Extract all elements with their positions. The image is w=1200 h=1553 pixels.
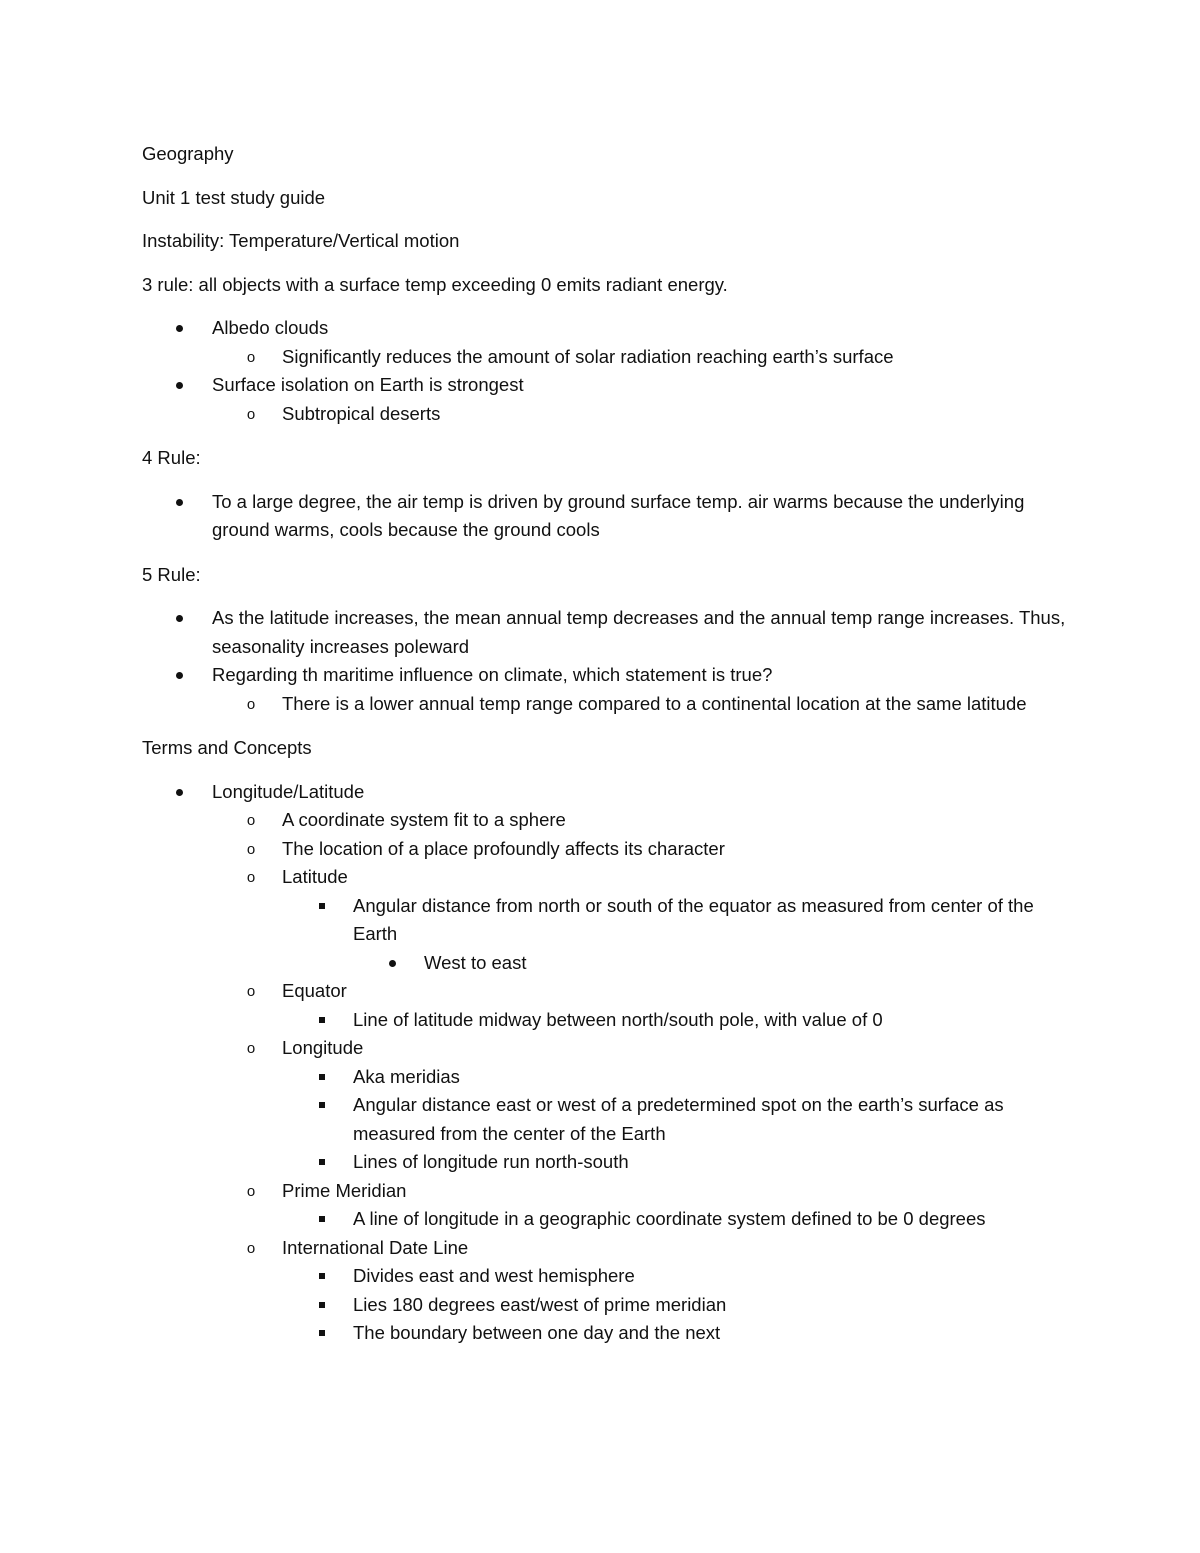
latitude-definition: Angular distance from north or south of the equator as measured from center of the Earth (353, 894, 1034, 944)
rule4-heading: 4 Rule: (142, 447, 201, 468)
bullet-circle-icon: o (246, 840, 256, 858)
instability-line: Instability: Temperature/Vertical motion (142, 230, 460, 251)
date-line-item-divides: Divides east and west hemisphere (353, 1265, 635, 1286)
rule3-heading: 3 rule: all objects with a surface temp exceeding 0 emits radiant energy. (142, 273, 728, 295)
terms-subitem-latitude: o Latitude (142, 863, 1072, 892)
rule5-subitem-annual-range: o There is a lower annual temp range compared to a continental location at the same latitude (142, 690, 1072, 719)
bullet-circle-icon: o (246, 812, 256, 829)
terms-subitem-coordinate: o A coordinate system fit to a sphere (142, 806, 1072, 835)
terms-list (142, 778, 1072, 1348)
date-line-item-180-degrees: Lies 180 degrees east/west of prime meridian (353, 1293, 727, 1315)
bullet-circle-icon: o (246, 405, 256, 423)
rule5-item-latitude: As the latitude increases, the mean annual temp decreases and the annual temp range increases. Thus, seasonality increases poleward (212, 607, 1066, 657)
rule4-item: To a large degree, the air temp is driven by ground surface temp. air warms because the underlying ground warms, cools because the ground cools (212, 490, 1025, 540)
equator-definition: Line of latitude midway between north/south pole, with value of 0 (353, 1008, 883, 1030)
rule5-list (142, 604, 1072, 718)
bullet-circle-icon: o (246, 348, 256, 366)
rule4-list (142, 488, 1072, 545)
terms-subitem-equator: o Equator (142, 977, 1072, 1006)
rule5-item-maritime: Regarding th maritime influence on climate, which statement is true? (212, 664, 773, 685)
rule3-item-surface-isolation: Surface isolation on Earth is strongest (212, 374, 524, 395)
bullet-circle-icon: o (246, 1182, 256, 1200)
document-subtitle: Unit 1 test study guide (142, 186, 326, 208)
rule3-subitem-deserts: o Subtropical deserts (142, 400, 1072, 429)
document-body (142, 140, 1072, 1364)
rule3-list (142, 314, 1072, 428)
terms-subitem-longitude: o Longitude (142, 1034, 1072, 1063)
terms-heading: Terms and Concepts (142, 737, 312, 758)
bullet-circle-icon: o (246, 1040, 256, 1057)
terms-subitem-date-line: o International Date Line (142, 1234, 1072, 1263)
bullet-circle-icon: o (246, 869, 256, 886)
bullet-circle-icon: o (246, 1239, 256, 1257)
bullet-circle-icon: o (246, 695, 256, 713)
terms-subitem-location: o The location of a place profoundly affects its character (142, 835, 1072, 864)
document-title: Geography (142, 143, 234, 164)
prime-meridian-definition: A line of longitude in a geographic coordinate system defined to be 0 degrees (353, 1208, 986, 1229)
rule3-subitem-solar-radiation: o Significantly reduces the amount of solar radiation reaching earth’s surface (142, 343, 1072, 372)
latitude-direction: West to east (424, 951, 527, 973)
longitude-item-north-south: Lines of longitude run north-south (353, 1151, 629, 1172)
terms-subitem-prime-meridian: o Prime Meridian (142, 1177, 1072, 1206)
terms-item-longitude-latitude: Longitude/Latitude (212, 780, 365, 802)
rule3-item-albedo: Albedo clouds (212, 317, 329, 338)
longitude-item-angular-distance: Angular distance east or west of a predetermined spot on the earth’s surface as measured from the center of the Earth (353, 1094, 1004, 1144)
date-line-item-boundary: The boundary between one day and the next (353, 1322, 721, 1343)
longitude-item-aka: Aka meridias (353, 1065, 460, 1087)
bullet-circle-icon: o (246, 983, 256, 1000)
rule5-heading: 5 Rule: (142, 563, 201, 585)
